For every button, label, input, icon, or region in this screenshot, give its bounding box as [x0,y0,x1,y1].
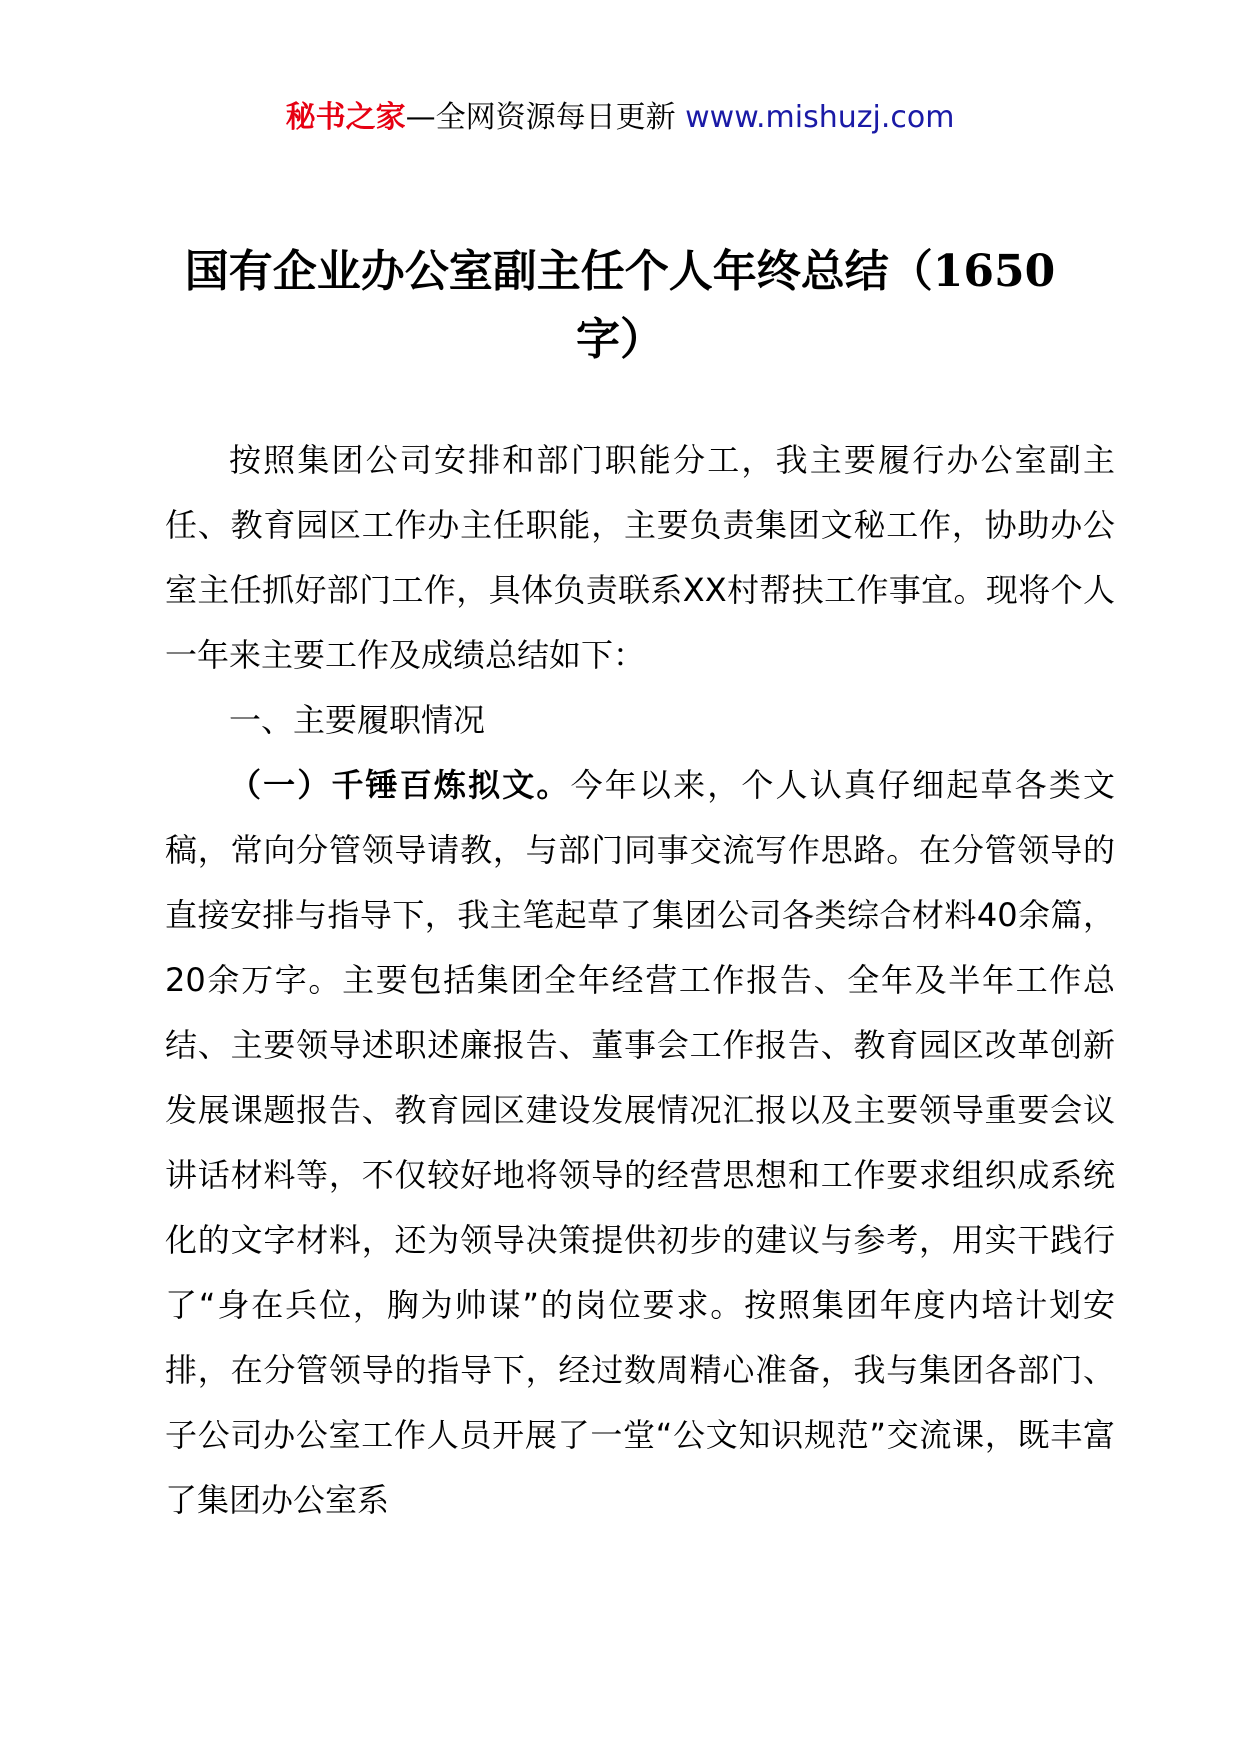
header-tagline: —全网资源每日更新 [405,100,686,135]
item-body-text: 今年以来，个人认真仔细起草各类文稿，常向分管领导请教，与部门同事交流写作思路。在分管领导的直接安排与指导下，我主笔起草了集团公司各类综合材料40余篇，20余万字。主要包括集团全年经营工作报告、全年及半年工作总结、主要领导述职述廉报告、董事会工作报告、教育园区改革创新发展课题报告、教育园区建设发展情况汇报以及主要领导重要会议讲话材料等，不仅较好地将领导的经营思想和工作要求组织成系统化的文字材料，还为领导决策提供初步的建议与参考，用实干践行了“身在兵位，胸为帅谋”的岗位要求。按照集团年度内培计划安排，在分管领导的指导下，经过数周精心准备，我与集团各部门、子公司办公室工作人员开展了一堂“公文知识规范”交流课，既丰富了集团办公室系 [165,766,1115,1519]
document-title: 国有企业办公室副主任个人年终总结（1650字） [184,246,1056,365]
item-lead-heading: （一）千锤百炼拟文。 [229,766,571,804]
document-body [165,428,1115,1533]
site-url-link[interactable]: www.mishuzj.com [685,100,955,135]
section-heading: 一、主要履职情况 [229,701,486,739]
intro-paragraph: 按照集团公司安排和部门职能分工，我主要履行办公室副主任、教育园区工作办主任职能，主要负责集团文秘工作，协助办公室主任抓好部门工作，具体负责联系XX村帮扶工作事宜。现将个人一年来主要工作及成绩总结如下： [165,441,1115,674]
site-header [0,98,1240,138]
item-paragraph [165,753,1115,1533]
brand-name: 秘书之家 [285,100,406,135]
